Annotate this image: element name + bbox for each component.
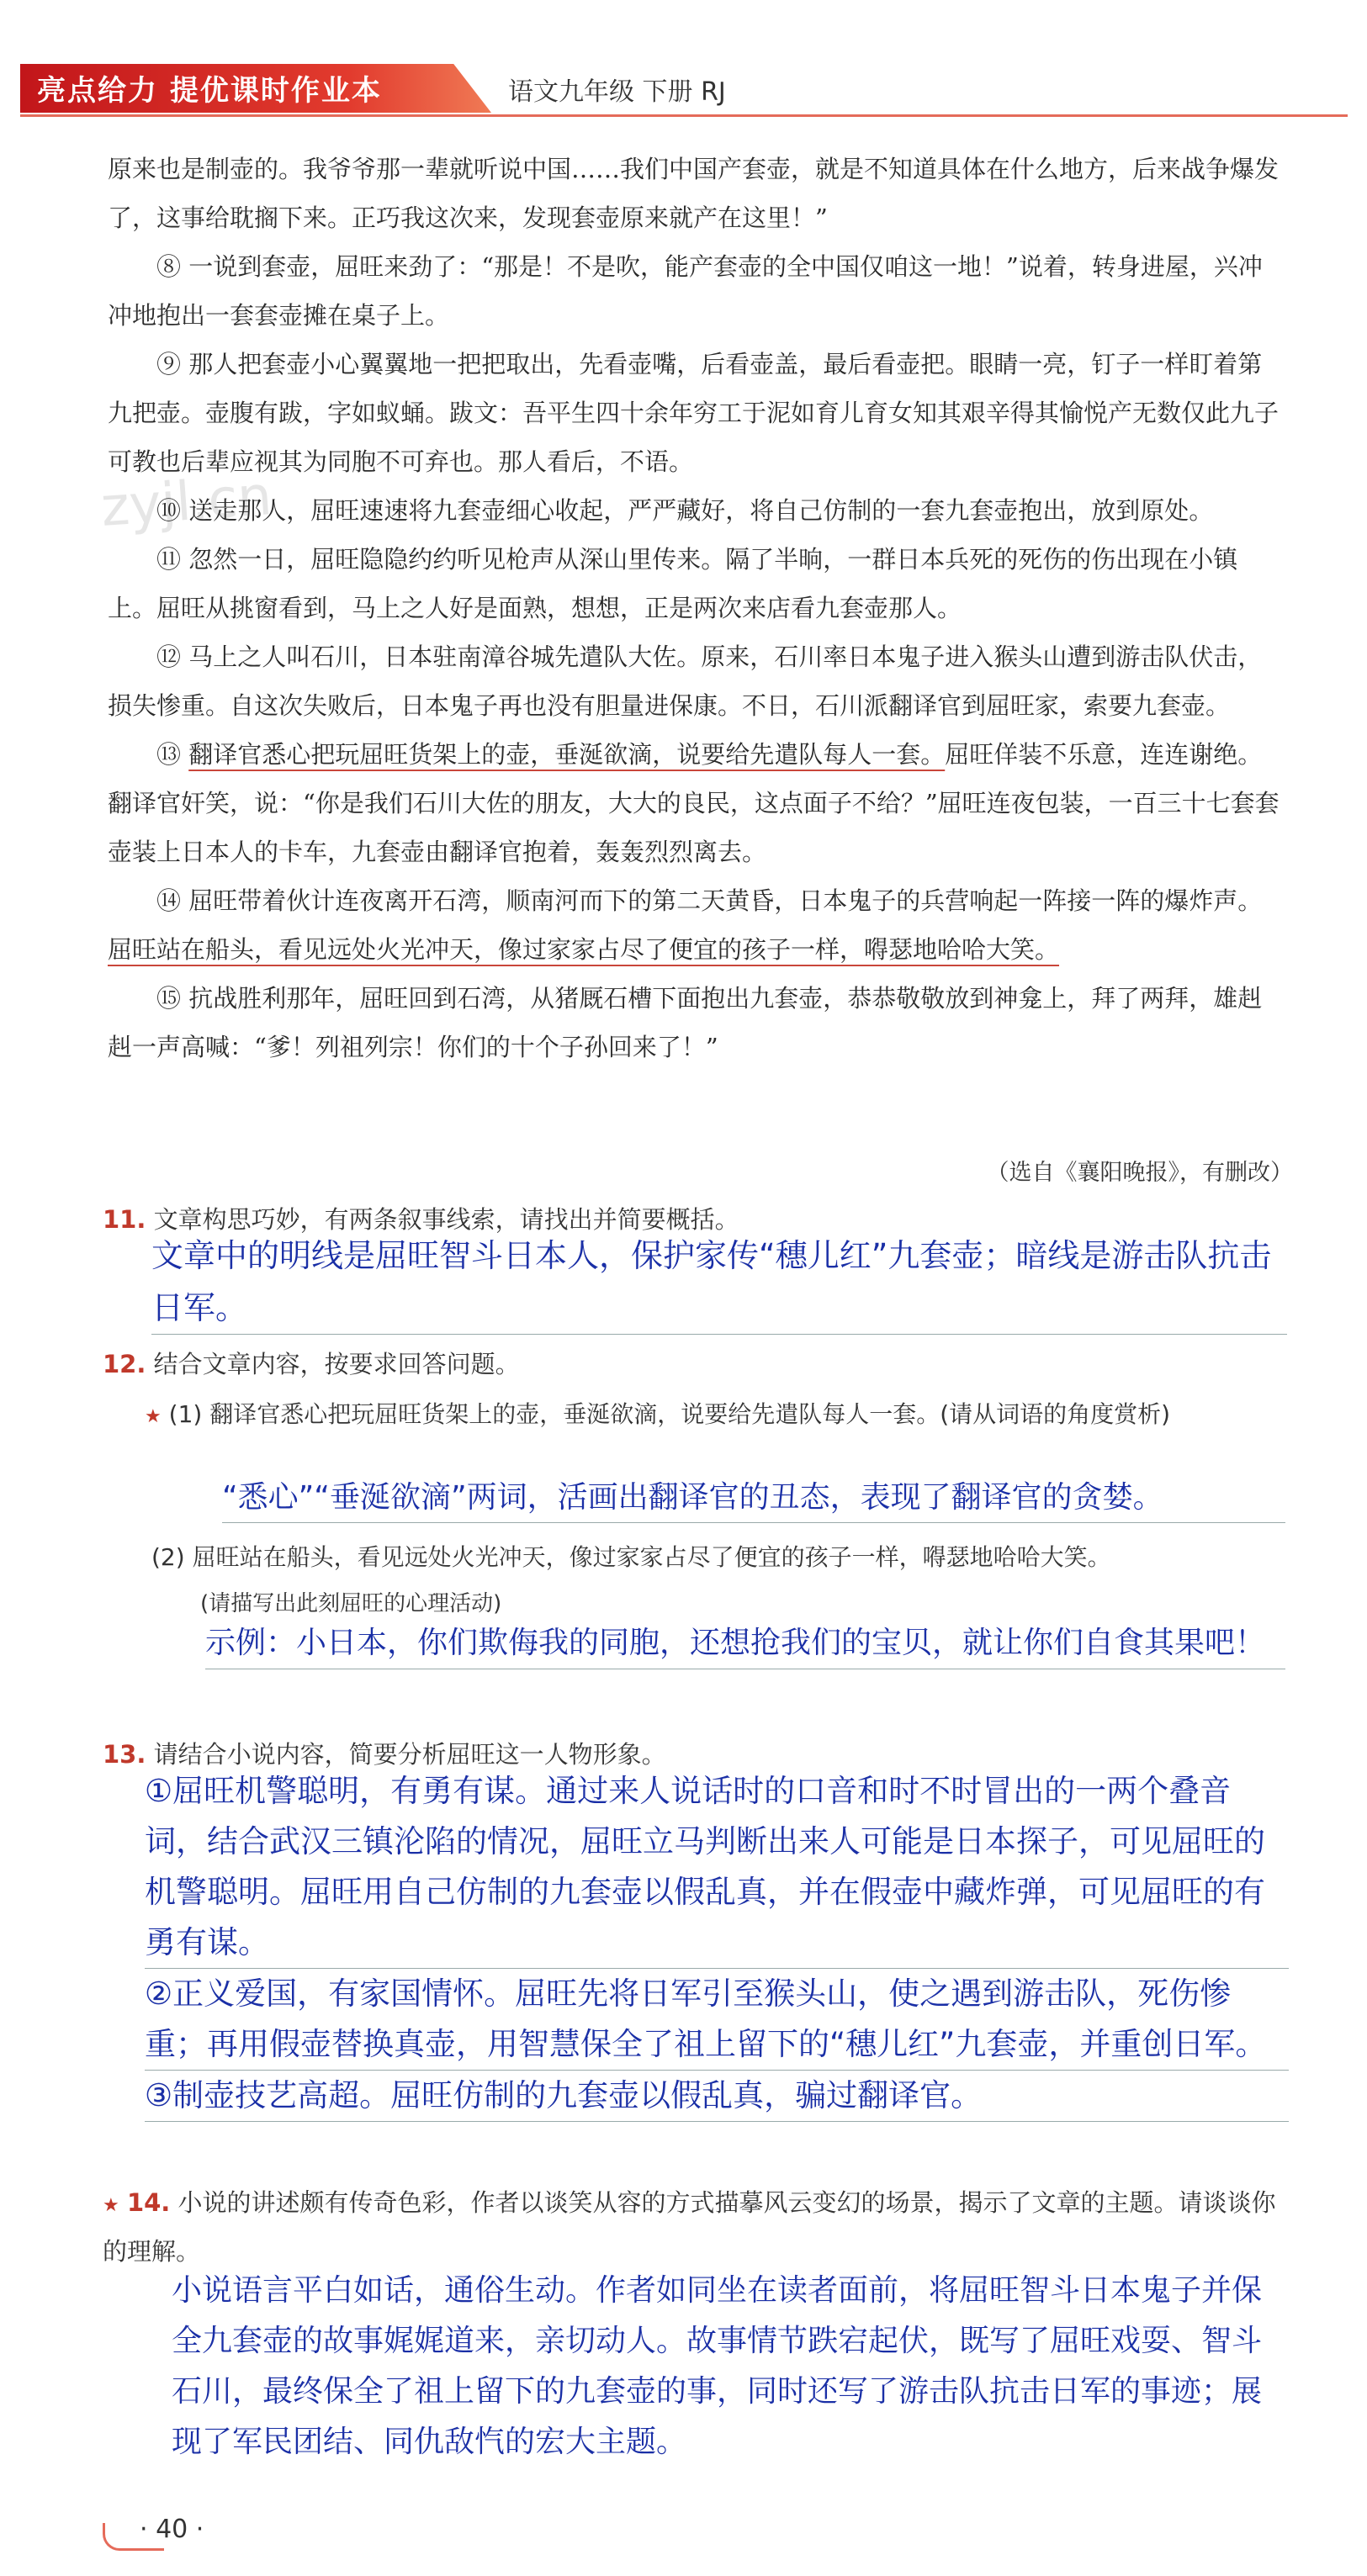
answer-point: ①屈旺机警聪明，有勇有谋。通过来人说话时的口音和时不时冒出的一两个叠音词，结合武汉三镇沦陷的情况，屈旺立马判断出来人可能是日本探子，可见屈旺的机警聪明。屈旺用自己仿制的九套壶以假乱真，并在假壶中藏炸弹，可见屈旺的有勇有谋。 [145,1766,1289,1969]
sub-question-2: (2) 屈旺站在船头，看见远处火光冲天，像过家家占尽了便宜的孩子一样，嘚瑟地哈哈大笑。 [151,1543,1111,1571]
watermark: zyjl.cn [98,465,274,539]
star-icon: ★ [103,2195,119,2216]
question-12 [103,1346,1297,1380]
passage-paragraph: ⑧ 一说到套壶，屈旺来劲了：“那是！不是吹，能产套壶的全中国仅咱这一地！”说着，转身进屋，兴冲冲地抱出一套套壶摊在桌子上。 [108,252,1263,330]
question-number: 14. [126,2188,171,2217]
sub-question-text: (1) 翻译官悉心把玩屈旺货架上的壶，垂涎欲滴，说要给先遣队每人一套。(请从词语的角度赏析) [168,1400,1171,1428]
page-number: · 40 · [140,2515,204,2544]
reading-passage [108,145,1285,1071]
passage-paragraph: ⑪ 忽然一日，屈旺隐隐约约听见枪声从深山里传来。隔了半晌，一群日本兵死的死伤的伤出现在小镇上。屈旺从挑窗看到，马上之人好是面熟，想想，正是两次来店看九套壶那人。 [108,545,1238,622]
subject-label: 语文九年级 下册 RJ [508,77,726,107]
passage-paragraph [108,730,1285,876]
answer-point: ③制壶技艺高超。屈旺仿制的九套壶以假乱真，骗过翻译官。 [145,2071,1289,2122]
page-header [0,0,1367,126]
question-13 [103,1736,1297,1770]
brand-title: 亮点给力 提优课时作业本 [37,74,382,108]
answer-11: 文章中的明线是屈旺智斗日本人，保护家传“穗儿红”九套壶；暗线是游击队抗击日军。 [151,1230,1287,1335]
underlined-sentence: 屈旺站在船头，看见远处火光冲天，像过家家占尽了便宜的孩子一样，嘚瑟地哈哈大笑。 [108,935,1060,964]
question-text: 小说的讲述颇有传奇色彩，作者以谈笑从容的方式描摹风云变幻的场景，揭示了文章的主题。请谈谈你的理解。 [103,2188,1276,2266]
header-divider [20,114,1348,117]
passage-paragraph: ⑮ 抗战胜利那年，屈旺回到石湾，从猪厩石槽下面抱出九套壶，恭恭敬敬放到神龛上，拜了两拜，雄赳赳一声高喊：“爹！列祖列宗！你们的十个子孙回来了！” [108,984,1263,1061]
answer-12-2: 示例：小日本，你们欺侮我的同胞，还想抢我们的宝贝，就让你们自食其果吧！ [205,1618,1285,1669]
passage-paragraph: ⑨ 那人把套壶小心翼翼地一把把取出，先看壶嘴，后看壶盖，最后看壶把。眼睛一亮，钉子一样盯着第九把壶。壶腹有跋，字如蚁蛹。跋文：吾平生四十余年穷工于泥如育儿育女知其艰辛得其愉悦产无数仅此九子可教也后辈应视其为同胞不可弃也。那人看后，不语。 [108,350,1280,476]
underlined-sentence: 翻译官悉心把玩屈旺货架上的壶，垂涎欲滴，说要给先遣队每人一套。 [188,740,946,769]
paragraph-number: ⑬ [156,740,189,769]
passage-paragraph: ⑫ 马上之人叫石川，日本驻南漳谷城先遣队大佐。原来，石川率日本鬼子进入猴头山遭到游击队伏击，损失惨重。自这次失败后，日本鬼子再也没有胆量进保康。不日，石川派翻译官到屈旺家，索要九套壶。 [108,643,1263,720]
sub-question-note: (请描写出此刻屈旺的心理活动) [200,1591,502,1616]
question-number: 11. [103,1205,146,1234]
passage-text: 屈旺佯装不乐意，连连谢绝。翻译官奸笑，说：“你是我们石川大佐的朋友，大大的良民，这点面子不给？”屈旺连夜包装，一百三十七套套壶装上日本人的卡车，九套壶由翻译官抱着，轰轰烈烈离去。 [108,740,1280,866]
passage-paragraph: ⑩ 送走那人，屈旺速速将九套壶细心收起，严严藏好，将自己仿制的一套九套壶抱出，放到原处。 [156,496,1214,525]
passage-paragraph: 原来也是制壶的。我爷爷那一辈就听说中国……我们中国产套壶，就是不知道具体在什么地方，后来战争爆发了，这事给耽搁下来。正巧我这次来，发现套壶原来就产在这里！” [108,155,1280,232]
passage-paragraph [108,876,1285,974]
question-14 [103,2180,1297,2274]
sub-question-1 [145,1393,1297,1439]
answer-12-1: “悉心”“垂涎欲滴”两词，活画出翻译官的丑态，表现了翻译官的贪婪。 [222,1473,1285,1523]
question-number: 13. [103,1740,146,1769]
question-text: 文章构思巧妙，有两条叙事线索，请找出并简要概括。 [153,1205,739,1234]
passage-text: ⑭ 屈旺带着伙计连夜离开石湾，顺南河而下的第二天黄昏，日本鬼子的兵营响起一阵接一阵的爆炸声。 [156,886,1263,915]
answer-14: 小说语言平白如话，通俗生动。作者如同坐在读者面前，将屈旺智斗日本鬼子并保全九套壶的故事娓娓道来，亲切动人。故事情节跌宕起伏，既写了屈旺戏耍、智斗石川，最终保全了祖上留下的九套壶的事，同时还写了游击队抗击日军的事迹；展现了军民团结、同仇敌忾的宏大主题。 [172,2273,1263,2459]
question-number: 12. [103,1350,146,1378]
question-text: 结合文章内容，按要求回答问题。 [153,1350,520,1378]
answer-point: ②正义爱国，有家国情怀。屈旺先将日军引至猴头山，使之遇到游击队，死伤惨重；再用假壶替换真壶，用智慧保全了祖上留下的“穗儿红”九套壶，并重创日军。 [145,1969,1289,2071]
star-icon: ★ [145,1406,162,1427]
source-citation: （选自《襄阳晚报》，有删改） [986,1160,1293,1186]
answer-13 [145,1766,1289,2122]
question-text: 请结合小说内容，简要分析屈旺这一人物形象。 [153,1740,666,1769]
